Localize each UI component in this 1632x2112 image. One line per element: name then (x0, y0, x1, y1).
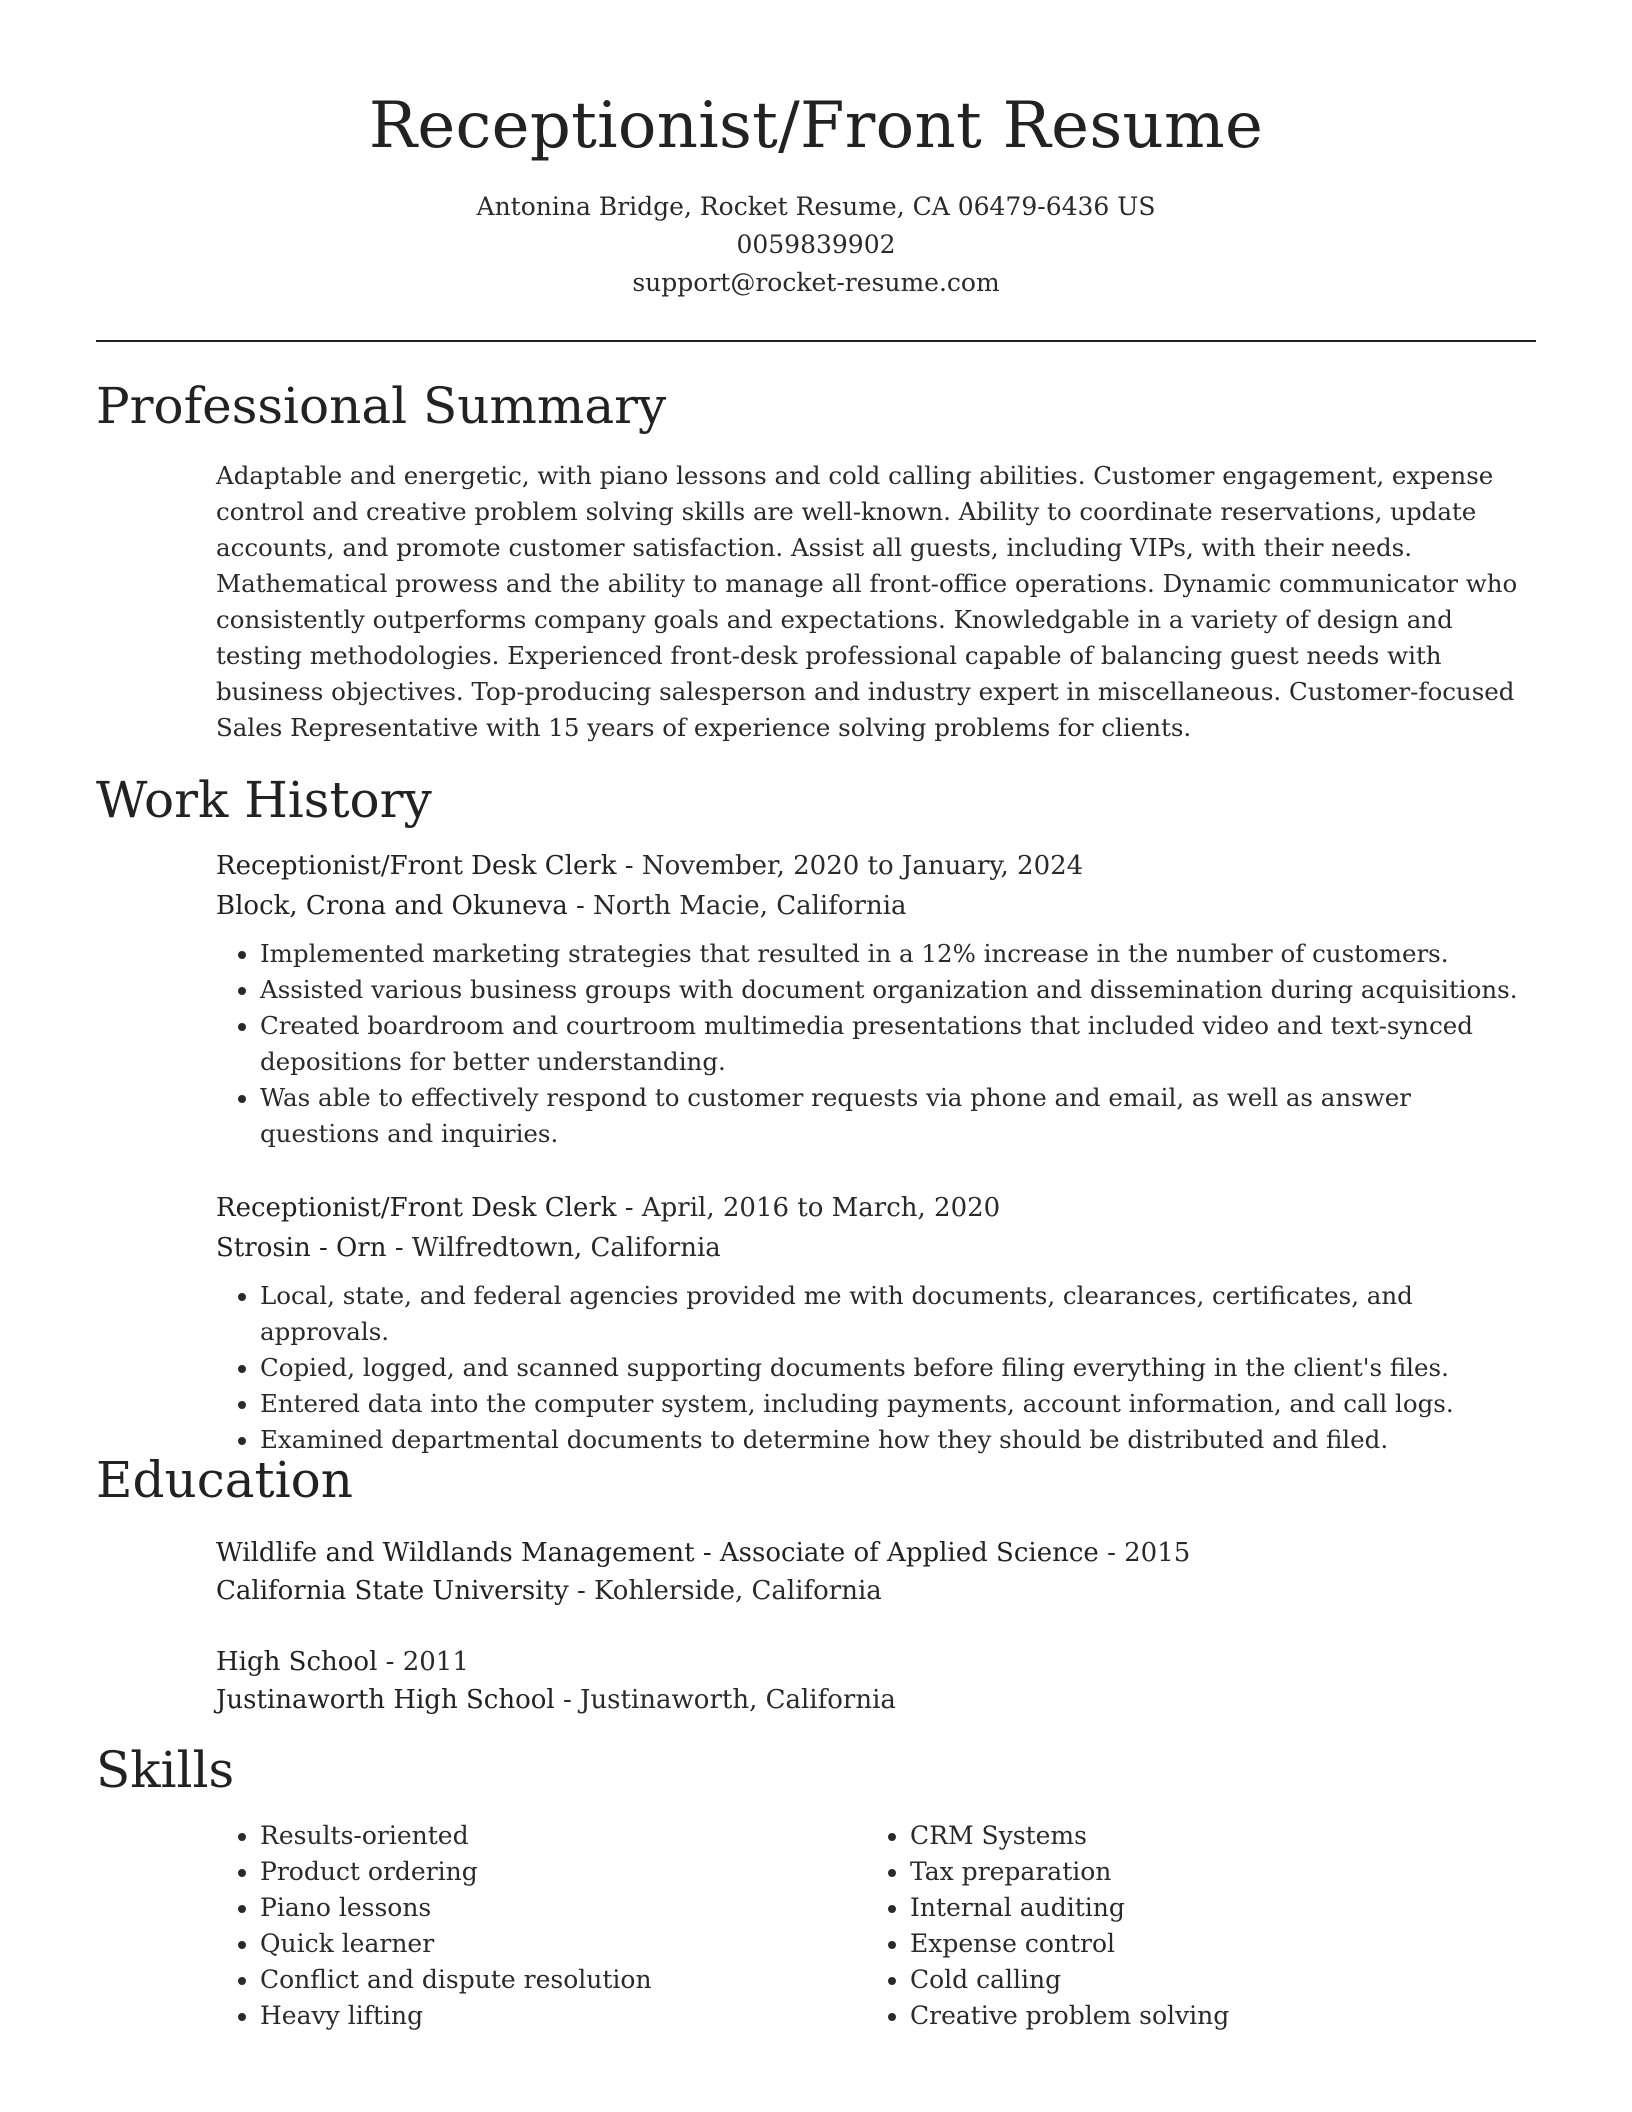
education-entry (216, 1643, 1536, 1719)
job-location: - Wilfredtown, California (386, 1233, 721, 1263)
job-bullet: • Assisted various business groups with document organization and dissemination during acquisitions. (260, 972, 1536, 1008)
job-bullets (216, 936, 1536, 1152)
job-dates: - April, 2016 to March, 2020 (616, 1193, 1001, 1223)
contact-address: Antonina Bridge, Rocket Resume, CA 06479-6436 US (476, 192, 1156, 221)
education-school: Justinaworth High School (216, 1685, 555, 1715)
education-field: Wildlife and Wildlands Management (216, 1538, 695, 1568)
education-school-line (216, 1681, 1536, 1719)
job-bullet: • Created boardroom and courtroom multimedia presentations that included video and text-synced depositions for better understanding. (260, 1008, 1536, 1080)
skill-item: • Product ordering (260, 1854, 866, 1890)
skills-heading: Skills (96, 1741, 235, 1799)
skill-item: • Piano lessons (260, 1890, 866, 1926)
work-history-heading: Work History (96, 771, 432, 829)
resume-header (0, 0, 1632, 302)
education-location: - Justinaworth, California (554, 1685, 896, 1715)
summary-text: Adaptable and energetic, with piano lessons and cold calling abilities. Customer engagement, expense control and creative problem solving skills are well-known. Ability to coordinate reservations, update accounts, and promote customer satisfaction. Assist all guests, including VIPs, with their needs. Mathematical prowess and the ability to manage all front-office operations. Dynamic communicator who consistently outperforms company goals and expectations. Knowledgable in a variety of design and testing methodologies. Experienced front-desk professional capable of balancing guest needs with business objectives. Top-producing salesperson and industry expert in miscellaneous. Customer-focused Sales Representative with 15 years of experience solving problems for clients. (216, 461, 1518, 742)
summary-section (216, 458, 1536, 746)
skill-item: • Creative problem solving (910, 1998, 1516, 2034)
education-degree: - Associate of Applied Science (694, 1538, 1099, 1568)
job-title-line (216, 1188, 1536, 1228)
job-bullet: • Was able to effectively respond to customer requests via phone and email, as well as answer questions and inquiries. (260, 1080, 1536, 1152)
skill-item: • CRM Systems (910, 1818, 1516, 1854)
skills-list-left (216, 1818, 866, 2034)
job-bullet: • Implemented marketing strategies that resulted in a 12% increase in the number of customers. (260, 936, 1536, 972)
skills-section (216, 1818, 1536, 2034)
education-field: High School (216, 1647, 378, 1677)
job-company: Block, Crona and Okuneva (216, 891, 568, 921)
skill-item: • Quick learner (260, 1926, 866, 1962)
job-bullet: • Examined departmental documents to determine how they should be distributed and filed. (260, 1422, 1536, 1458)
education-heading: Education (96, 1451, 353, 1509)
education-year: - 2011 (377, 1647, 469, 1677)
education-school-line (216, 1572, 1536, 1610)
job-company-line (216, 886, 1536, 926)
skill-item: • Results-oriented (260, 1818, 866, 1854)
skill-item: • Heavy lifting (260, 1998, 866, 2034)
job-company-line (216, 1228, 1536, 1268)
job-bullet: • Copied, logged, and scanned supporting documents before filing everything in the client's files. (260, 1350, 1536, 1386)
skill-item: • Cold calling (910, 1962, 1516, 1998)
skill-item: • Conflict and dispute resolution (260, 1962, 866, 1998)
job-company: Strosin - Orn (216, 1233, 387, 1263)
job-dates: - November, 2020 to January, 2024 (616, 851, 1084, 881)
job-entry (216, 1188, 1536, 1458)
job-location: - North Macie, California (567, 891, 907, 921)
summary-heading: Professional Summary (96, 377, 667, 435)
skill-item: • Expense control (910, 1926, 1516, 1962)
job-position: Receptionist/Front Desk Clerk (216, 851, 617, 881)
education-school: California State University (216, 1576, 569, 1606)
contact-email: support@rocket-resume.com (632, 268, 1000, 297)
education-degree-line (216, 1534, 1536, 1572)
job-position: Receptionist/Front Desk Clerk (216, 1193, 617, 1223)
education-entry (216, 1534, 1536, 1610)
job-bullet: • Entered data into the computer system, including payments, account information, and call logs. (260, 1386, 1536, 1422)
contact-phone: 0059839902 (736, 230, 896, 259)
contact-info (0, 188, 1632, 302)
skill-item: • Internal auditing (910, 1890, 1516, 1926)
header-divider (96, 340, 1536, 342)
resume-title: Receptionist/Front Resume (368, 89, 1264, 163)
education-year: - 2015 (1098, 1538, 1191, 1568)
job-title-line (216, 846, 1536, 886)
job-bullets (216, 1278, 1536, 1458)
education-location: - Kohlerside, California (568, 1576, 882, 1606)
education-degree-line (216, 1643, 1536, 1681)
job-bullet: • Local, state, and federal agencies provided me with documents, clearances, certificates, and approvals. (260, 1278, 1536, 1350)
skills-list-right (866, 1818, 1516, 2034)
job-entry (216, 846, 1536, 1152)
skill-item: • Tax preparation (910, 1854, 1516, 1890)
skills-grid (216, 1818, 1536, 2034)
